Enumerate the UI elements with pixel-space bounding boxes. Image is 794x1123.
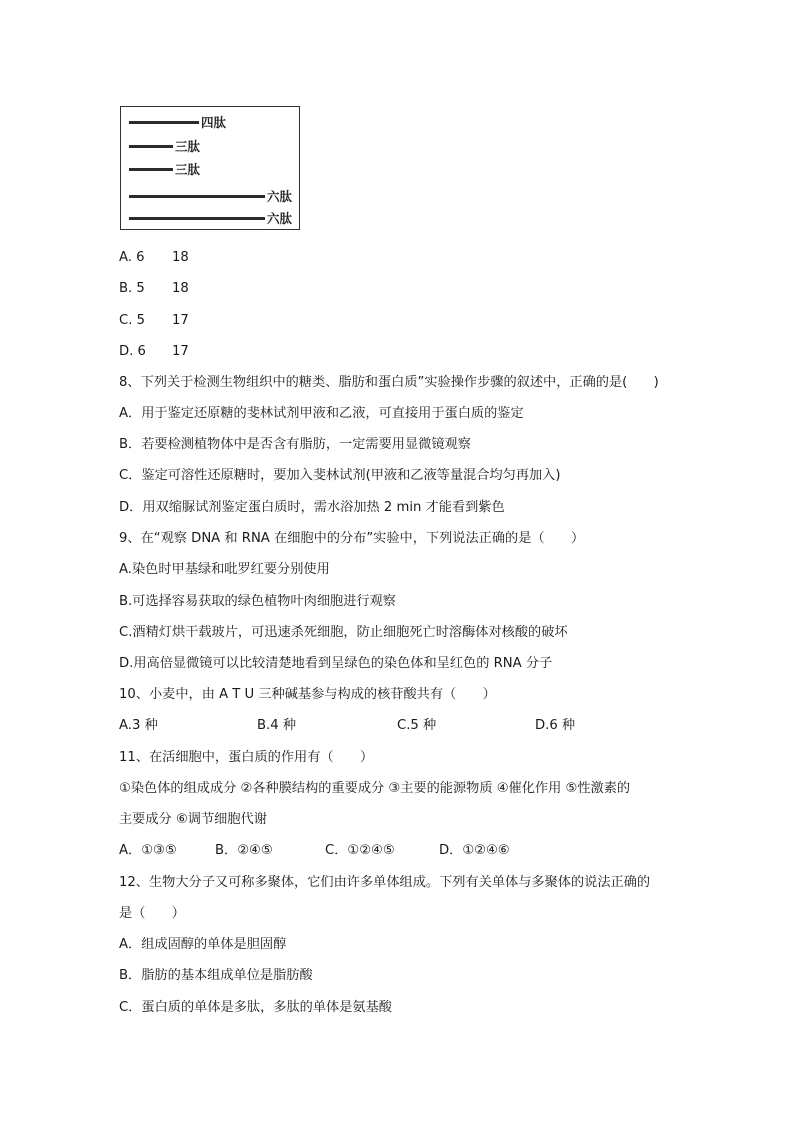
q11-options bbox=[119, 841, 510, 861]
q10-stem: 10、小麦中，由 A T U 三种碱基参与构成的核苷酸共有（ ） bbox=[119, 687, 496, 702]
q11-option-c: C．①②④⑤ bbox=[325, 843, 395, 858]
q11-items-line-2: 主要成分 ⑥调节细胞代谢 bbox=[119, 812, 267, 827]
q8-option-a: A．用于鉴定还原糖的斐林试剂甲液和乙液，可直接用于蛋白质的鉴定 bbox=[119, 406, 524, 421]
q8-stem: 8、下列关于检测生物组织中的糖类、脂肪和蛋白质”实验操作步骤的叙述中，正确的是( ) bbox=[119, 375, 659, 390]
tetrapeptide-chain bbox=[129, 121, 199, 124]
q11-option-a: A．①③⑤ bbox=[119, 843, 177, 858]
q9-option-d: D.用高倍显微镜可以比较清楚地看到呈绿色的染色体和呈红色的 RNA 分子 bbox=[119, 656, 553, 671]
peptide-diagram bbox=[120, 106, 300, 230]
q12-stem-line-1: 12、生物大分子又可称多聚体，它们由许多单体组成。下列有关单体与多聚体的说法正确的 bbox=[119, 875, 651, 890]
hexapeptide-chain-2 bbox=[129, 217, 265, 220]
q7-option-d: D. 6 17 bbox=[119, 344, 189, 359]
q10-option-a: A.3 种 bbox=[119, 718, 158, 733]
q11-option-b: B．②④⑤ bbox=[215, 843, 273, 858]
q12-option-a: A．组成固醇的单体是胆固醇 bbox=[119, 937, 287, 952]
q11-items-line-1: ①染色体的组成成分 ②各种膜结构的重要成分 ③主要的能源物质 ④催化作用 ⑤性激素的 bbox=[119, 781, 631, 796]
q7-option-a: A. 6 18 bbox=[119, 250, 189, 265]
tripeptide-chain-1 bbox=[129, 145, 173, 148]
q10-option-b: B.4 种 bbox=[257, 718, 297, 733]
q7-option-c: C. 5 17 bbox=[119, 313, 189, 328]
q10-option-c: C.5 种 bbox=[397, 718, 437, 733]
q7-option-b: B. 5 18 bbox=[119, 281, 189, 296]
hexapeptide-chain-1 bbox=[129, 195, 265, 198]
q10-option-d: D.6 种 bbox=[535, 718, 576, 733]
peptide-label-3: 三肽 bbox=[175, 162, 201, 177]
q12-stem-line-2: 是（ ） bbox=[119, 906, 185, 921]
q8-option-d: D．用双缩脲试剂鉴定蛋白质时，需水浴加热 2 min 才能看到紫色 bbox=[119, 500, 505, 515]
peptide-label-4: 六肽 bbox=[267, 189, 293, 204]
q8-option-c: C．鉴定可溶性还原糖时，要加入斐林试剂(甲液和乙液等量混合均匀再加入) bbox=[119, 468, 561, 483]
q10-options bbox=[119, 716, 576, 736]
q12-option-b: B．脂肪的基本组成单位是脂肪酸 bbox=[119, 968, 313, 983]
q9-stem: 9、在“观察 DNA 和 RNA 在细胞中的分布”实验中，下列说法正确的是（ ） bbox=[119, 531, 585, 546]
q9-option-c: C.酒精灯烘干载玻片，可迅速杀死细胞，防止细胞死亡时溶酶体对核酸的破坏 bbox=[119, 625, 568, 640]
peptide-label-2: 三肽 bbox=[175, 139, 201, 154]
q12-option-c: C．蛋白质的单体是多肽，多肽的单体是氨基酸 bbox=[119, 1000, 392, 1015]
q8-option-b: B．若要检测植物体中是否含有脂肪，一定需要用显微镜观察 bbox=[119, 437, 471, 452]
q11-stem: 11、在活细胞中，蛋白质的作用有（ ） bbox=[119, 750, 374, 765]
peptide-label-5: 六肽 bbox=[267, 211, 293, 226]
q9-option-a: A.染色时甲基绿和吡罗红要分别使用 bbox=[119, 562, 330, 577]
tripeptide-chain-2 bbox=[129, 168, 173, 171]
q9-option-b: B.可选择容易获取的绿色植物叶肉细胞进行观察 bbox=[119, 594, 396, 609]
q11-option-d: D．①②④⑥ bbox=[439, 843, 510, 858]
peptide-label-1: 四肽 bbox=[201, 115, 227, 130]
